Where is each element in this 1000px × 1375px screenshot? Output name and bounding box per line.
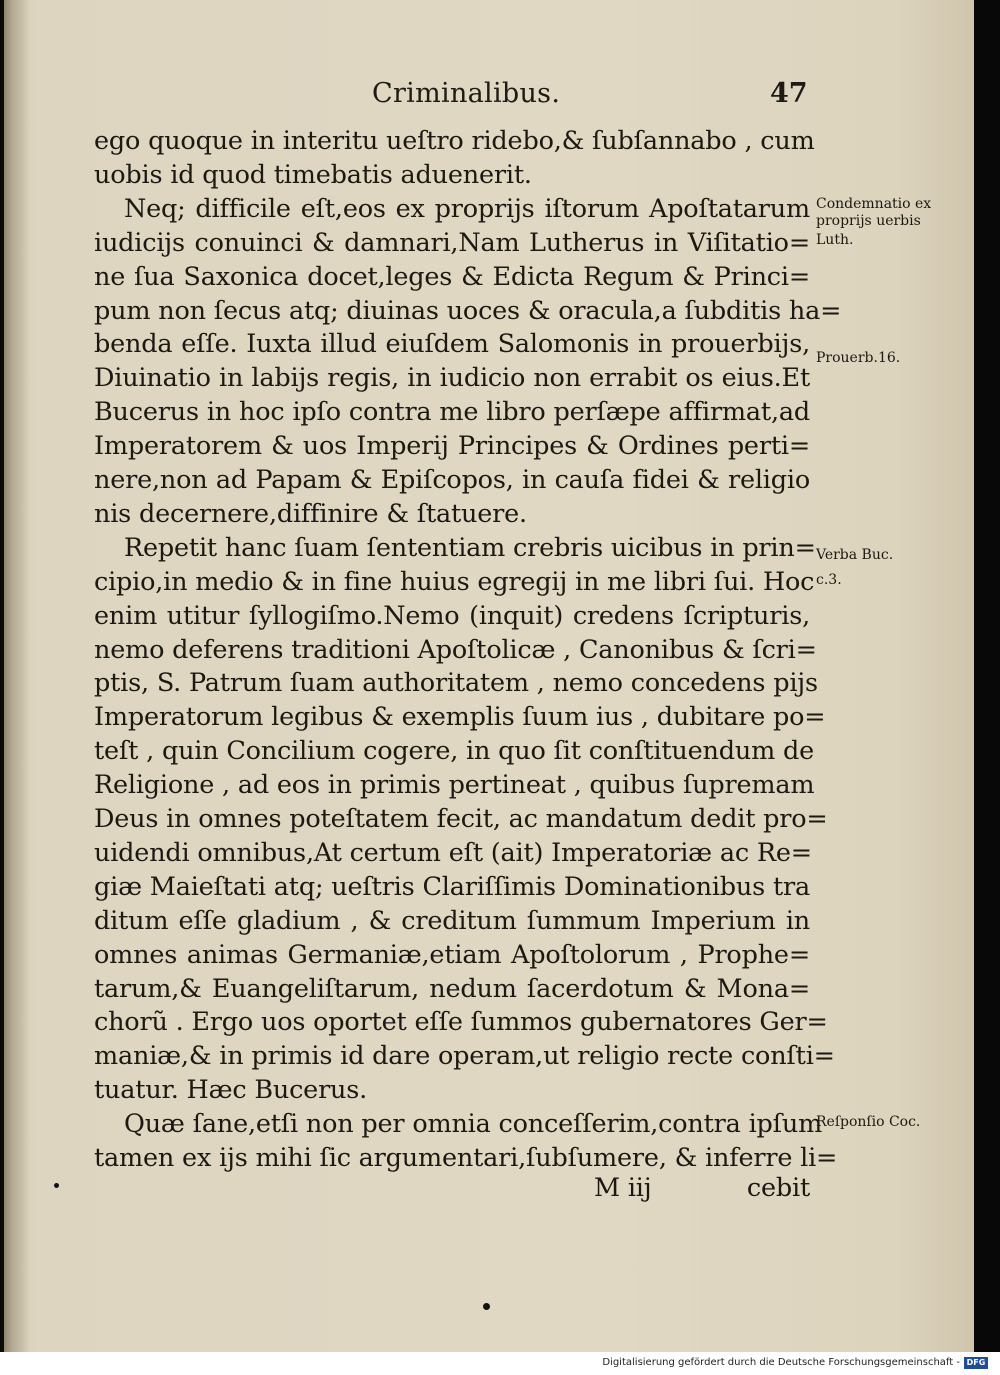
- running-title: Criminalibus.: [372, 78, 561, 109]
- signature-mark: M iij: [594, 1173, 652, 1203]
- folio-number: 47: [770, 78, 808, 109]
- catchline: [94, 1172, 810, 1205]
- text-line: benda eſſe. Iuxta illud eiuſdem Salomonis in prouerbijs,: [94, 329, 810, 359]
- text-line: nere,non ad Papam & Epiſcopos, in cauſa fidei & religio: [94, 465, 810, 495]
- text-line: Repetit hanc ſuam ſententiam crebris uicibus in prin=: [124, 533, 816, 563]
- text-line: nemo deferens traditioni Apoſtolicæ , Canonibus & ſcri=: [94, 635, 817, 665]
- text-line: ne ſua Saxonica docet,leges & Edicta Regum & Princi=: [94, 262, 810, 292]
- text-line: teſt , quin Concilium cogere, in quo ſit conſtituendum de: [94, 736, 815, 766]
- text-line: ditum eſſe gladium , & creditum ſummum Imperium in: [94, 906, 810, 936]
- text-line: Neq; difficile eſt,eos ex proprijs iſtorum Apoſtatarum: [124, 194, 810, 224]
- margin-note-prouerb: Prouerb.16.: [816, 350, 901, 366]
- text-line: ptis, S. Patrum ſuam authoritatem , nemo concedens pijs: [94, 668, 818, 698]
- text-line: Deus in omnes poteſtatem fecit, ac mandatum dedit pro=: [94, 804, 828, 834]
- margin-note-luth: Luth.: [816, 232, 854, 248]
- text-line: chorũ . Ergo uos oportet eſſe ſummos gubernatores Ger=: [94, 1007, 828, 1037]
- text-line: ego quoque in interitu ueſtro ridebo,& ſubſannabo , cum: [94, 126, 815, 156]
- margin-note-c3: c.3.: [816, 572, 842, 588]
- text-line: Diuinatio in labijs regis, in iudicio non errabit os eius.Et: [94, 363, 810, 393]
- catchword: cebit: [746, 1173, 810, 1203]
- margin-note-responsio: Reſponſio Coc.: [816, 1114, 921, 1130]
- text-line: Imperatorum legibus & exemplis ſuum ius , dubitare po=: [94, 702, 826, 732]
- digitization-footer: [0, 1352, 1000, 1375]
- text-line: nis decernere,diffinire & ſtatuere.: [94, 499, 527, 529]
- ink-dot: [483, 1303, 490, 1310]
- margin-note-condemnatio: Condemnatio ex: [816, 196, 932, 212]
- text-line: cipio,in medio & in fine huius egregij in me libri ſui. Hoc: [94, 567, 815, 597]
- text-line: iudicijs conuinci & damnari,Nam Lutherus in Viſitatio=: [94, 228, 810, 258]
- text-line: pum non ſecus atq; diuinas uoces & oracula,a ſubditis ha=: [94, 296, 842, 326]
- page-header: [4, 78, 974, 118]
- footer-credit: Digitalisierung gefördert durch die Deutsche Forschungsgemeinschaft -: [602, 1357, 960, 1368]
- text-line: Quæ ſane,etſi non per omnia conceſſerim,contra ipſum: [124, 1109, 823, 1139]
- text-line: omnes animas Germaniæ,etiam Apoſtolorum , Prophe=: [94, 940, 810, 970]
- text-line: tuatur. Hæc Bucerus.: [94, 1075, 368, 1105]
- ink-speck: [54, 1183, 59, 1188]
- scan-border: [974, 0, 1000, 1352]
- text-line: tarum,& Euangeliſtarum, nedum ſacerdotum & Mona=: [94, 974, 810, 1004]
- text-line: uidendi omnibus,At certum eſt (ait) Imperatoriæ ac Re=: [94, 838, 812, 868]
- text-line: giæ Maieſtati atq; ueſtris Clariſſimis Dominationibus tra: [94, 872, 810, 902]
- text-line: Religione , ad eos in primis pertineat , quibus ſupremam: [94, 770, 815, 800]
- text-line: Bucerus in hoc ipſo contra me libro perſæpe affirmat,ad: [94, 397, 810, 427]
- text-line: uobis id quod timebatis aduenerit.: [94, 160, 532, 190]
- text-line: enim utitur ſyllogiſmo.Nemo (inquit) credens ſcripturis,: [94, 601, 810, 631]
- dfg-logo-icon: DFG: [964, 1357, 988, 1369]
- text-line: Imperatorem & uos Imperij Principes & Ordines perti=: [94, 431, 810, 461]
- text-line: tamen ex ijs mihi ſic argumentari,ſubſumere, & inferre li=: [94, 1143, 838, 1173]
- text-line: maniæ,& in primis id dare operam,ut religio recte conſti=: [94, 1041, 835, 1071]
- book-page: [4, 0, 974, 1352]
- margin-note-verba-buc: Verba Buc.: [816, 547, 894, 563]
- margin-note-proprijs: proprijs uerbis: [816, 213, 921, 229]
